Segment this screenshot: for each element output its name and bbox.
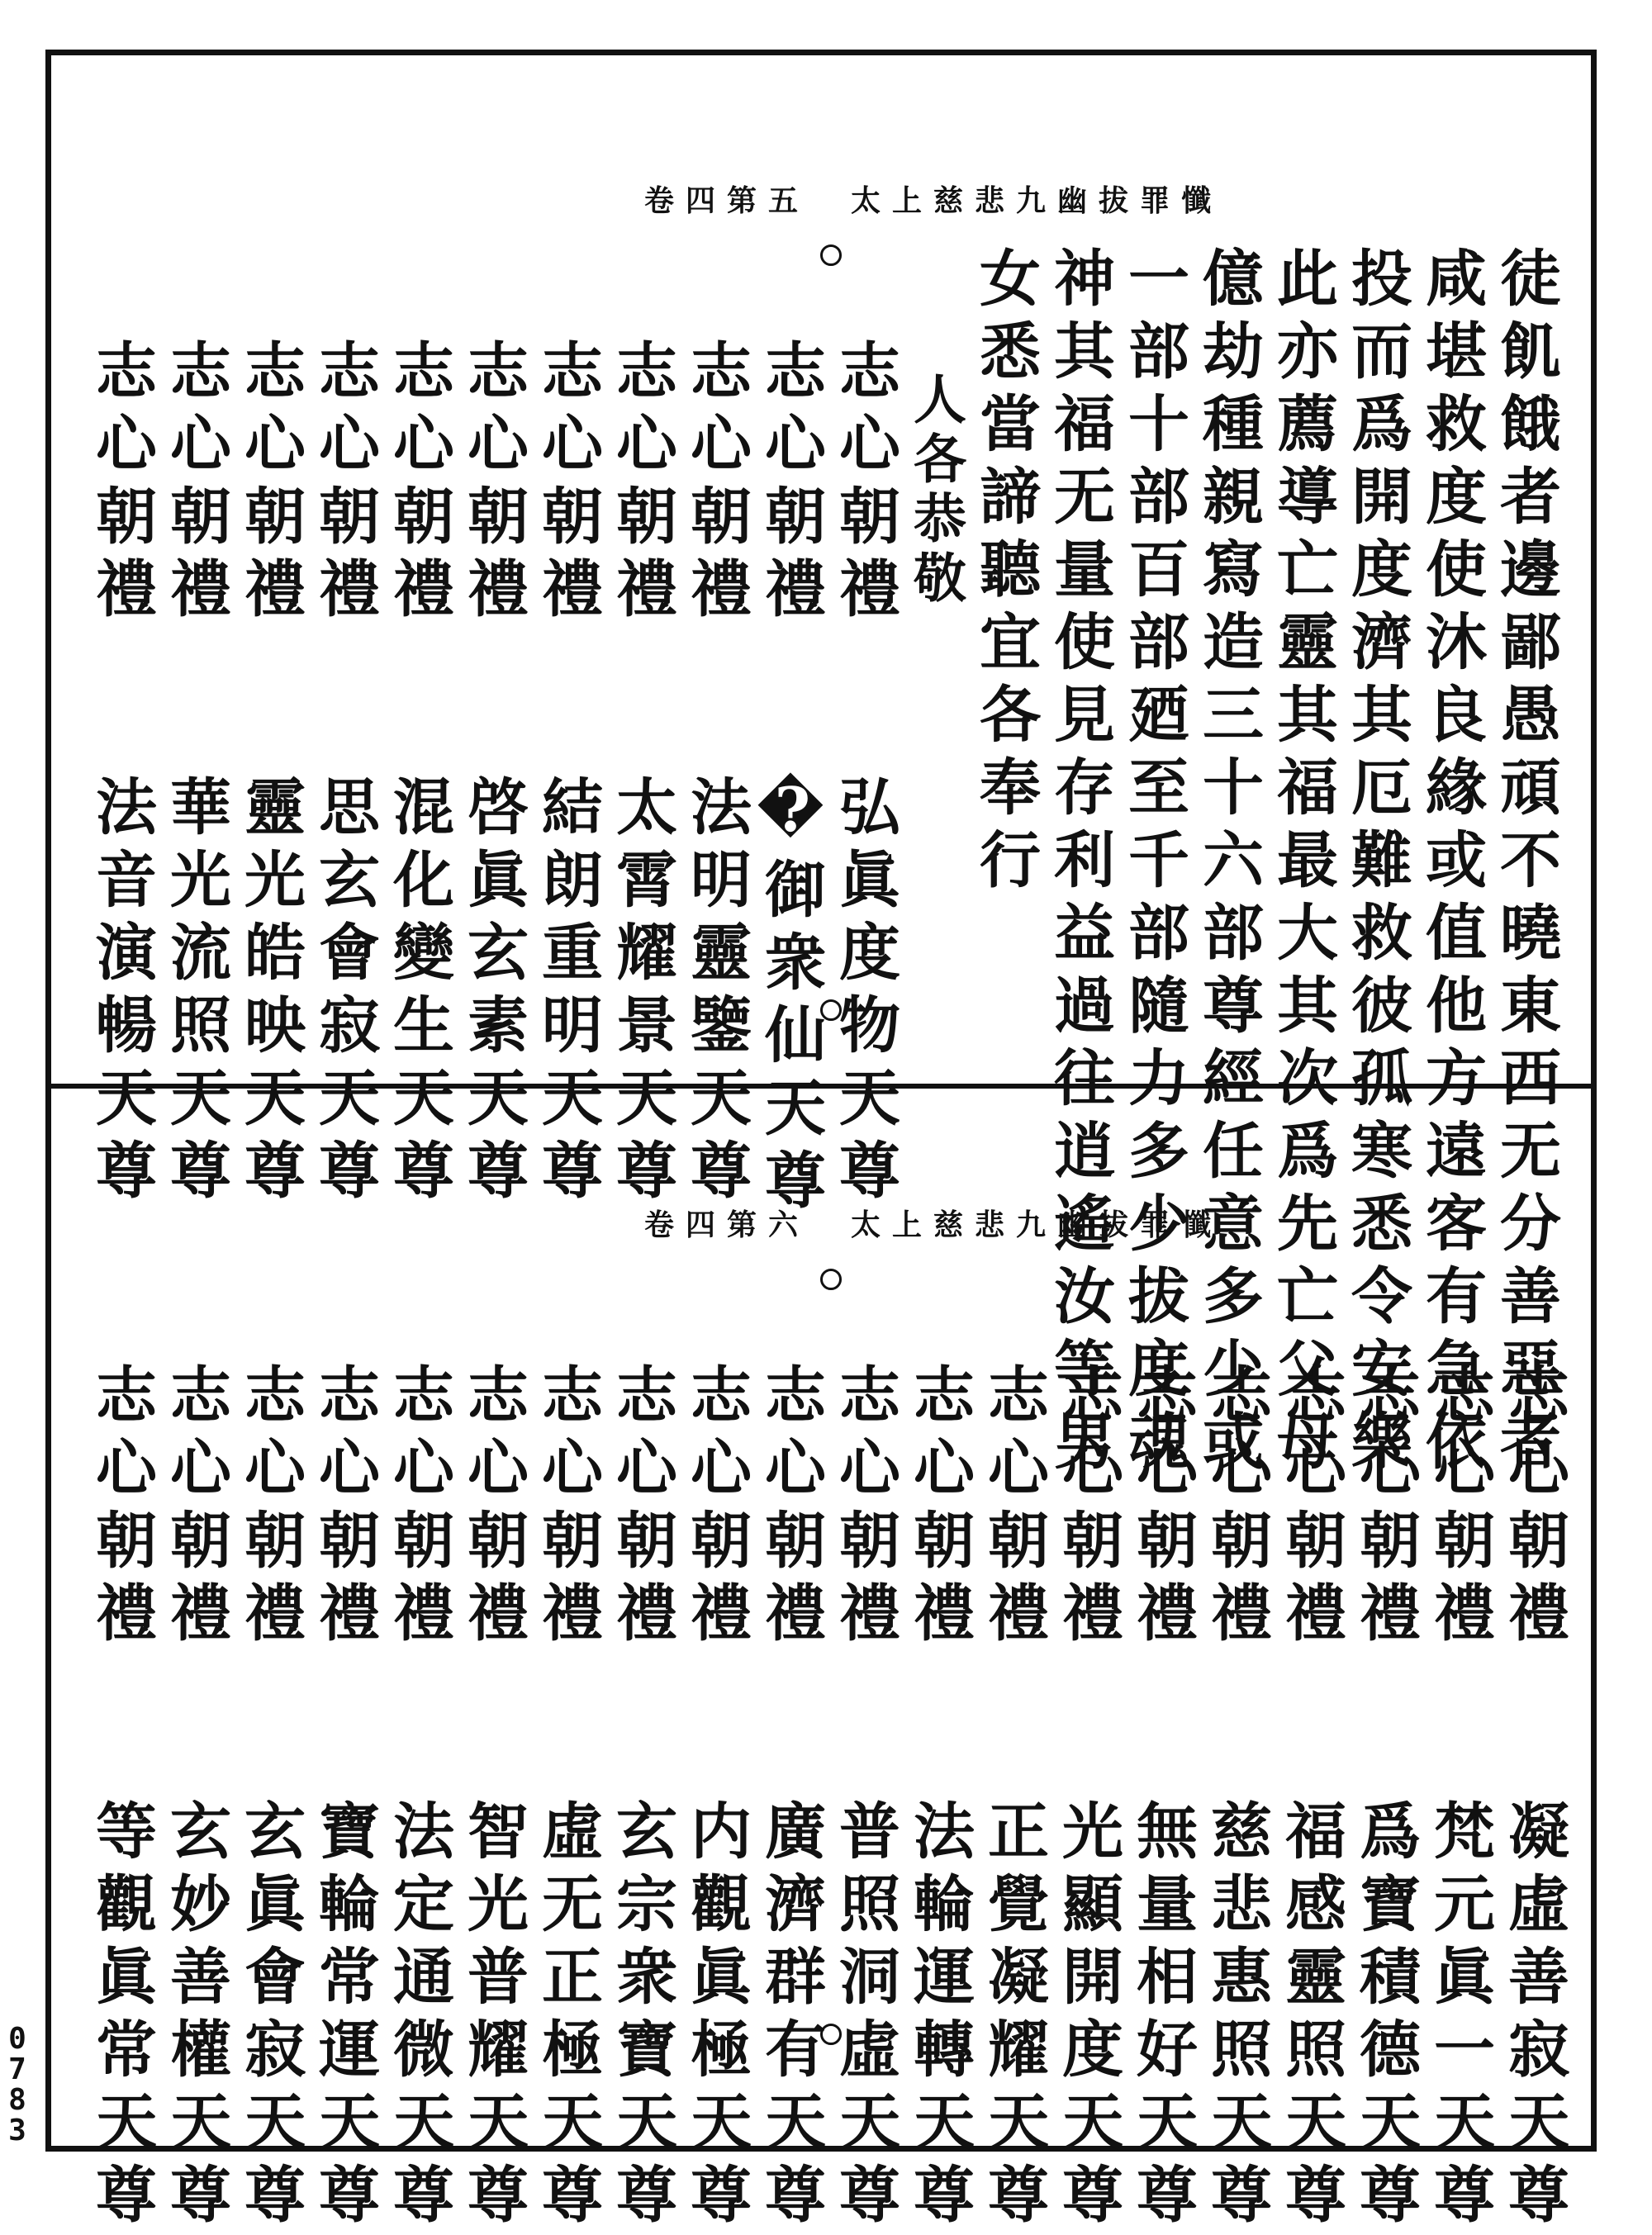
text-column: 神其福无量使見存利益過往逍遙汝等男: [1044, 246, 1115, 1482]
top-header-volume: 卷四第五: [644, 183, 810, 218]
bottom-header: [644, 1202, 1222, 1244]
text-column: 志心朝禮 正覺凝耀天尊: [978, 1363, 1049, 2235]
text-column: 女悉當諦聽宜各奉行: [970, 246, 1041, 900]
binding-hole-icon: [820, 244, 842, 266]
text-column: 投而爲開度濟其厄難救彼孤寒悉令安樂: [1341, 246, 1412, 1482]
bottom-header-title: 太上慈悲九幽拔罪懺: [851, 1208, 1223, 1242]
text-column: 志心朝禮 等觀眞常天尊: [86, 1363, 157, 2235]
text-column: 志心朝禮 結朗重明天尊: [532, 339, 603, 1211]
text-column: 志心朝禮 内觀眞極天尊: [681, 1363, 752, 2235]
text-column: 志心朝禮 弘眞度物天尊: [829, 339, 900, 1211]
text-column: 志心朝禮 梵元眞一天尊: [1424, 1363, 1495, 2235]
page-number: 0 7 8 3: [8, 2022, 26, 2147]
text-column: 志心朝禮 華光流照天尊: [160, 339, 231, 1211]
text-column: 志心朝禮 啓眞玄素天尊: [458, 339, 529, 1211]
text-column: 志心朝禮 玄妙善權天尊: [160, 1363, 231, 2235]
top-header-title: 太上慈悲九幽拔罪懺: [851, 183, 1223, 218]
text-column: 志心朝禮 靈光皓映天尊: [235, 339, 306, 1211]
text-column: 志心朝禮 法明靈鑒天尊: [681, 339, 752, 1211]
text-column: 志心朝禮 寶輪常運天尊: [309, 1363, 380, 2235]
text-column: 億劫種親寫造三十六部尊經任意多少或: [1193, 246, 1264, 1482]
text-column: 志心朝禮 玄宗衆寶天尊: [606, 1363, 677, 2235]
text-column: 志心朝禮 慈悲惠照天尊: [1201, 1363, 1272, 2235]
text-column: 志心朝禮 玄眞會寂天尊: [235, 1363, 306, 2235]
text-column: 志心朝禮 �御衆仙天尊: [755, 339, 826, 1221]
text-column: 志心朝禮 法音演暢天尊: [86, 339, 157, 1211]
bottom-header-volume: 卷四第六: [644, 1208, 810, 1242]
text-column: 志心朝禮 太霄耀景天尊: [606, 339, 677, 1211]
text-column: 志心朝禮 福感靈照天尊: [1275, 1363, 1346, 2235]
text-column: 志心朝禮 凝虛善寂天尊: [1498, 1363, 1569, 2235]
binding-hole-icon: [820, 1269, 842, 1290]
text-column: 志心朝禮 法定通微天尊: [383, 1363, 454, 2235]
text-column: 志心朝禮 思玄會寂天尊: [309, 339, 380, 1211]
text-column: 志心朝禮 智光普耀天尊: [458, 1363, 529, 2235]
text-column: 志心朝禮 無量相好天尊: [1127, 1363, 1198, 2235]
text-column: 志心朝禮 廣濟群有天尊: [755, 1363, 826, 2235]
text-column: 徒飢餓者邊鄙愚頑不曉東西无分善惡者: [1490, 246, 1561, 1482]
text-column: 咸堪救度使沐良緣或值他方遠客有急依: [1416, 246, 1487, 1482]
top-header: [644, 178, 1222, 220]
text-column: 一部十部百部廼至千部隨力多少拔度魂: [1118, 246, 1189, 1482]
text-column: 志心朝禮 虛无正極天尊: [532, 1363, 603, 2235]
text-column: 此亦薦導亡靈其福最大其次爲先亡父母: [1267, 246, 1338, 1482]
text-column: 志心朝禮 普照洞虛天尊: [829, 1363, 900, 2235]
text-column: 志心朝禮 光顯開度天尊: [1052, 1363, 1123, 2235]
text-column: 志心朝禮 混化變生天尊: [383, 339, 454, 1211]
text-column: 志心朝禮 爲寶積德天尊: [1350, 1363, 1421, 2235]
text-column: 志心朝禮 法輪運轉天尊: [904, 1363, 975, 2235]
text-column: 人各恭敬: [904, 372, 966, 610]
